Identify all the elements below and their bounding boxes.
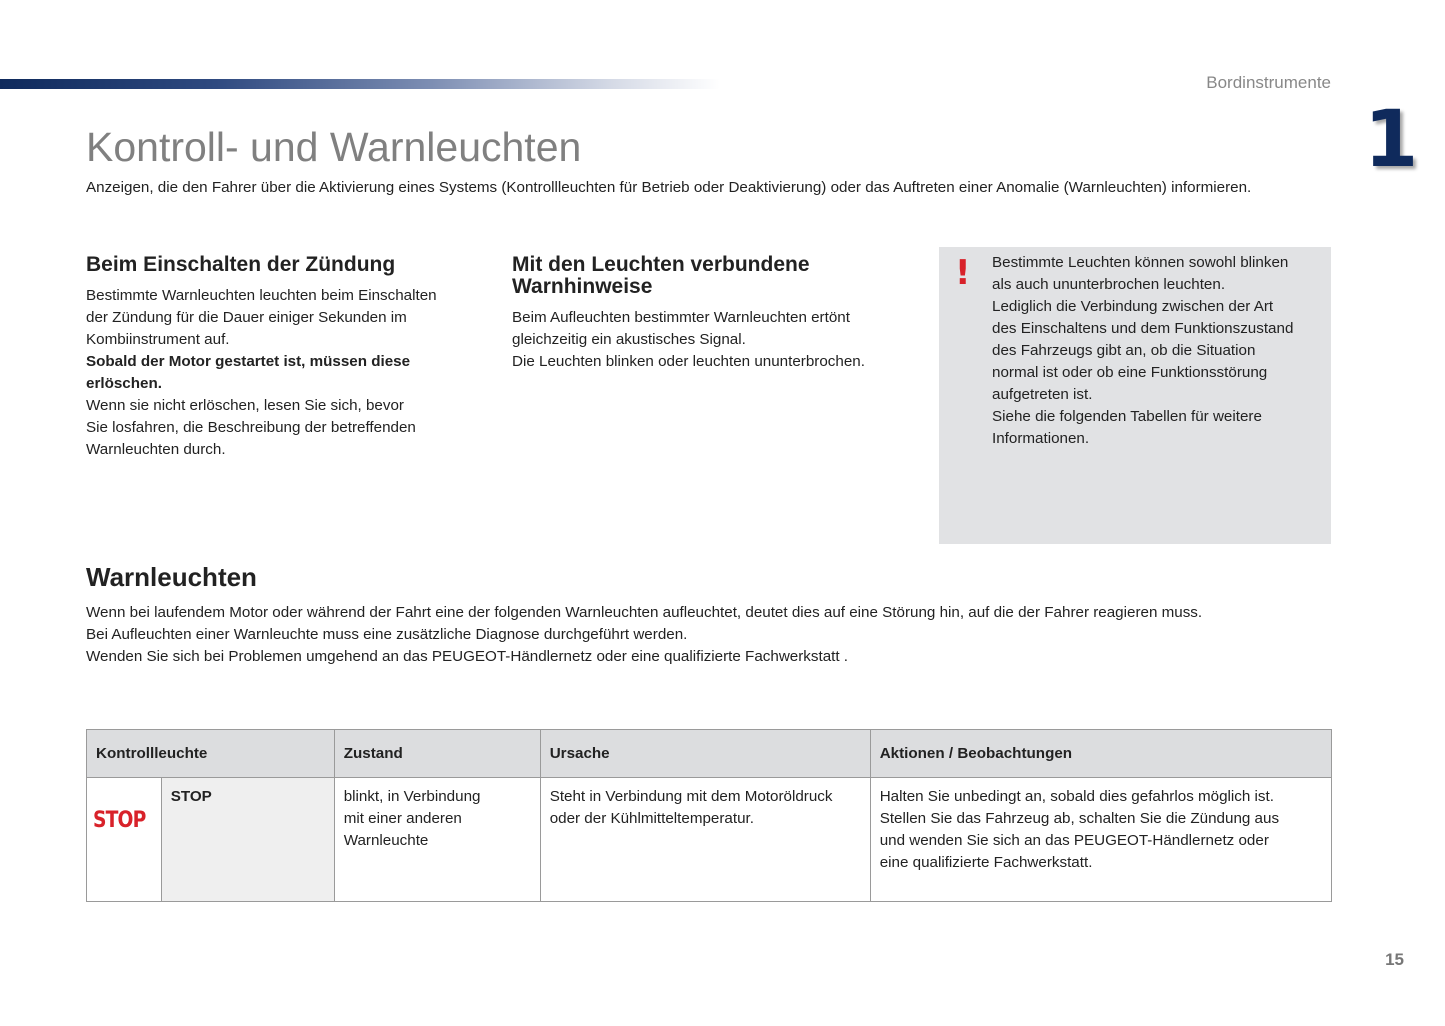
header-aktionen: Aktionen / Beobachtungen [870,730,1331,778]
ignition-bold-text: Sobald der Motor gestartet ist, müssen diese erlöschen. [86,353,411,392]
light-name-cell: STOP [161,778,334,902]
zustand-cell: blinkt, in Verbindung mit einer anderen Warnleuchte [334,778,540,902]
header-ursache: Ursache [540,730,870,778]
ignition-text: Bestimmte Warnleuchten leuchten beim Einschalten der Zündung für die Dauer einiger Sekunden im Kombiinstrument auf. [86,287,437,348]
icon-cell [87,778,162,902]
warning-note-text: Bestimmte Leuchten können sowohl blinken als auch ununterbrochen leuchten. Lediglich die Verbindung zwischen der Art des Einschaltens und dem Funktionszustand des Fahrzeugs gibt an, ob die Situation normal ist oder ob eine Funktionsstörung aufgetreten ist. Siehe die folgenden Tabellen für weitere Informationen. [992,254,1294,447]
ignition-text-2: Wenn sie nicht erlöschen, lesen Sie sich, bevor Sie losfahren, die Beschreibung der betreffenden Warnleuchten durch. [86,397,416,458]
warning-lights-title: Warnleuchten [86,562,257,592]
warning-lights-table [86,729,1332,902]
header-zustand: Zustand [334,730,540,778]
header-kontrollleuchte: Kontrollleuchte [87,730,335,778]
intro-text: Anzeigen, die den Fahrer über die Aktivierung eines Systems (Kontrollleuchten für Betrieb oder Deaktivierung) oder das Auftreten einer Anomalie (Warnleuchten) informieren. [86,179,1252,196]
ignition-column [86,254,486,461]
stop-warning-icon: STOP [93,808,146,833]
chapter-name: Bordinstrumente [1206,73,1331,92]
exclamation-icon: ! [955,253,971,293]
table-row [87,778,1332,902]
warning-note-box [939,247,1331,544]
warnings-text: Beim Aufleuchten bestimmter Warnleuchten ertönt gleichzeitig ein akustisches Signal. Die Leuchten blinken oder leuchten ununterbrochen. [512,309,865,370]
page-number: 15 [1385,950,1404,969]
header-gradient-bar [0,79,720,89]
aktionen-cell: Halten Sie unbedingt an, sobald dies gefahrlos möglich ist. Stellen Sie das Fahrzeug ab, schalten Sie die Zündung aus und wenden Sie sich an das PEUGEOT-Händlernetz oder eine qualifizierte Fachwerkstatt. [870,778,1331,902]
table-header-row [87,730,1332,778]
page-title: Kontroll- und Warnleuchten [86,124,582,170]
warnings-column [512,254,912,373]
ursache-cell: Steht in Verbindung mit dem Motoröldruck oder der Kühlmitteltemperatur. [540,778,870,902]
ignition-heading: Beim Einschalten der Zündung [86,253,396,276]
warning-lights-text: Wenn bei laufendem Motor oder während der Fahrt eine der folgenden Warnleuchten aufleuchtet, deutet dies auf eine Störung hin, auf die der Fahrer reagieren muss. Bei Aufleuchten einer Warnleuchte muss eine zusätzliche Diagnose durchgeführt werden. Wenden Sie sich bei Problemen umgehend an das PEUGEOT-Händlernetz oder eine qualifizierte Fachwerkstatt . [86,604,1203,665]
warnings-heading: Mit den Leuchten verbundene Warnhinweise [512,253,810,298]
chapter-number: 1 [1364,95,1419,185]
